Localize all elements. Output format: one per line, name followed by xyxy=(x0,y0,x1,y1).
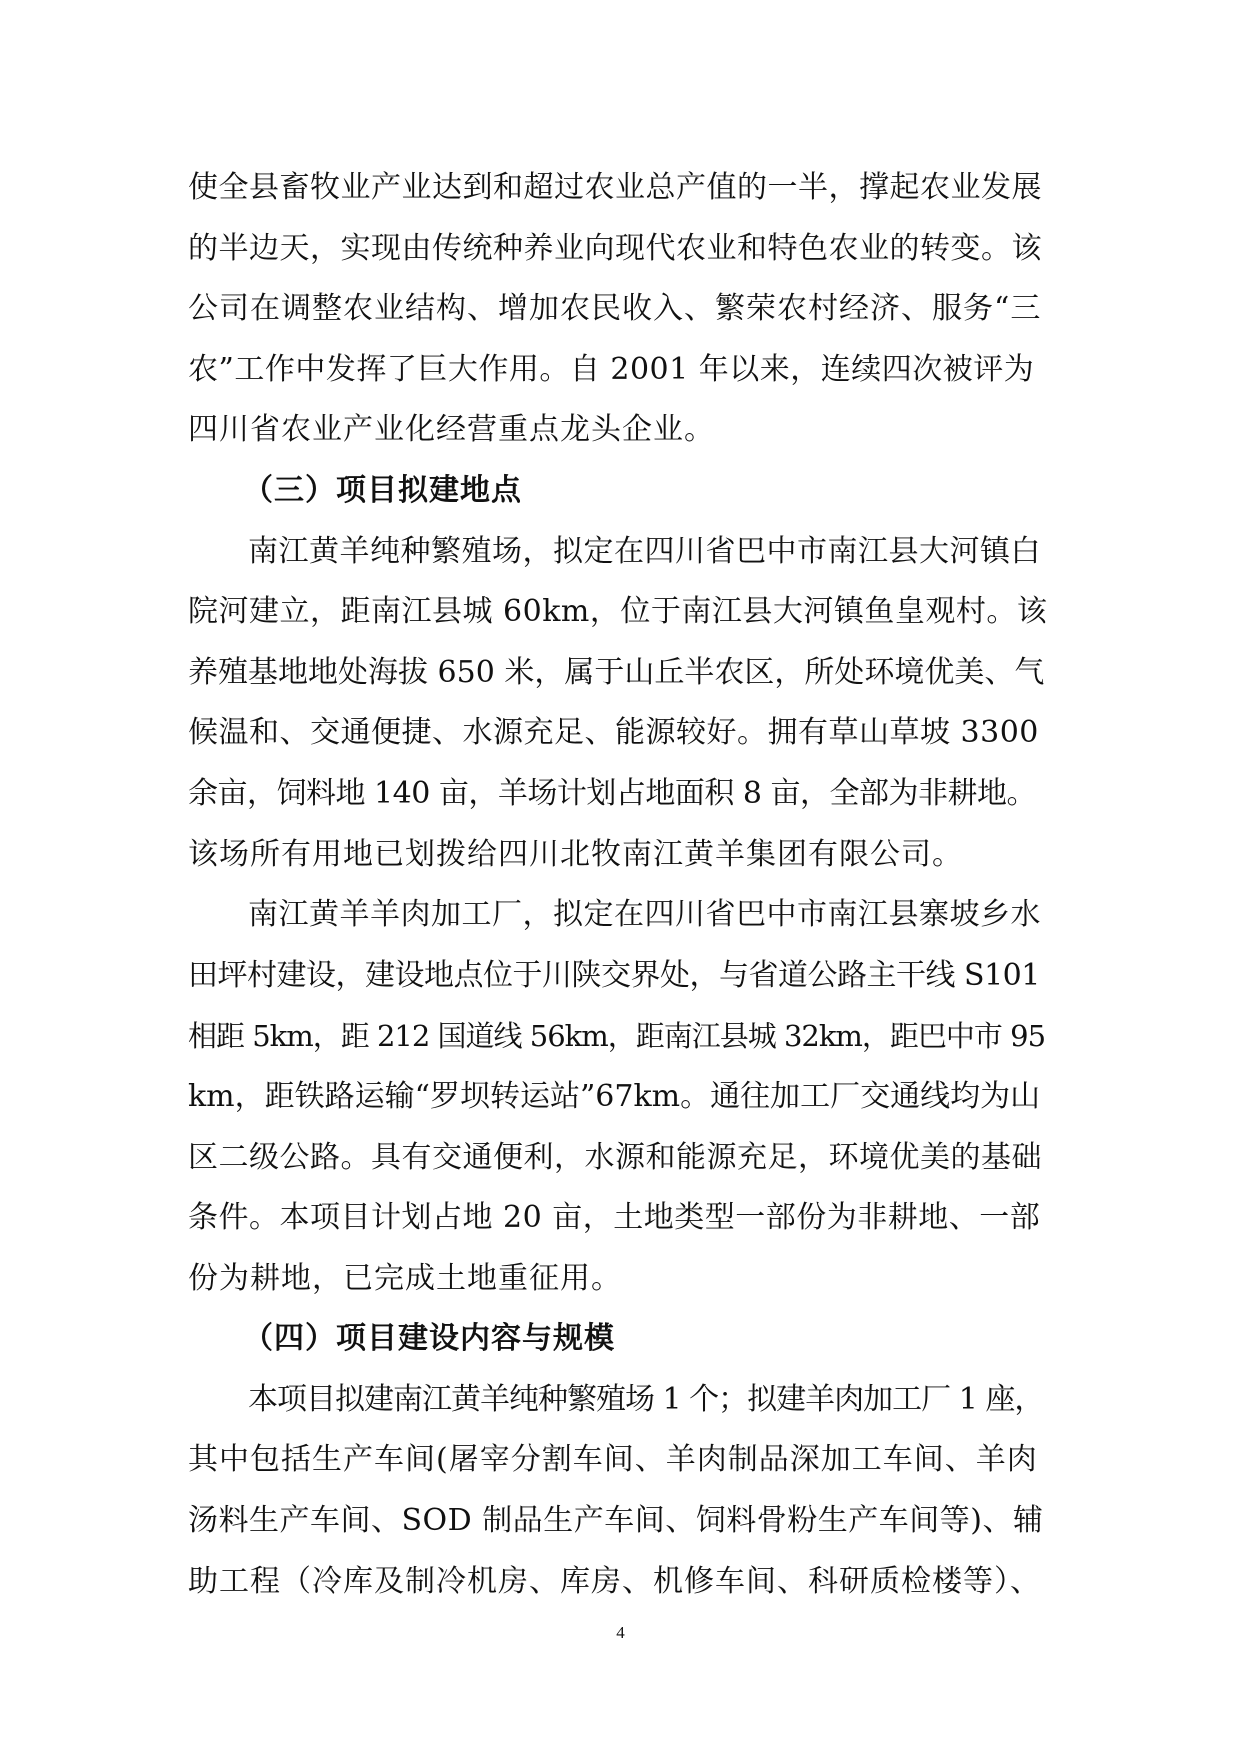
paragraph-line: 候温和、交通便捷、水源充足、能源较好。拥有草山草坡 3300 xyxy=(188,715,1039,751)
paragraph-line: 汤料生产车间、SOD 制品生产车间、饲料骨粉生产车间等)、辅 xyxy=(188,1503,1044,1539)
paragraph-line: 其中包括生产车间(屠宰分割车间、羊肉制品深加工车间、羊肉 xyxy=(188,1442,1038,1478)
paragraph-line: 相距 5km，距 212 国道线 56km，距南江县城 32km，距巴中市 95 xyxy=(188,1019,1046,1054)
paragraph-line: 区二级公路。具有交通便利，水源和能源充足，环境优美的基础 xyxy=(188,1139,1042,1175)
paragraph-line: 本项目拟建南江黄羊纯种繁殖场 1 个；拟建羊肉加工厂 1 座， xyxy=(248,1381,1044,1417)
paragraph-line: km，距铁路运输“罗坝转运站”67km。通往加工厂交通线均为山 xyxy=(188,1078,1041,1114)
body-text xyxy=(188,158,1048,1612)
section-heading: （三）项目拟建地点 xyxy=(243,472,522,508)
page-number: 4 xyxy=(616,1623,625,1642)
paragraph-line: 助工程（冷库及制冷机房、库房、机修车间、科研质检楼等）、 xyxy=(188,1563,1041,1599)
section-heading: （四）项目建设内容与规模 xyxy=(243,1321,615,1357)
paragraph-line: 余亩，饲料地 140 亩，羊场计划占地面积 8 亩，全部为非耕地。 xyxy=(188,775,1036,811)
paragraph-line: 的半边天，实现由传统种养业向现代农业和特色农业的转变。该 xyxy=(188,230,1042,266)
paragraph-line: 院河建立，距南江县城 60km，位于南江县大河镇鱼皇观村。该 xyxy=(188,594,1048,630)
paragraph-line: 公司在调整农业结构、增加农民收入、繁荣农村经济、服务“三 xyxy=(188,291,1042,327)
paragraph-line: 份为耕地，已完成土地重征用。 xyxy=(188,1260,622,1296)
paragraph-line: 该场所有用地已划拨给四川北牧南江黄羊集团有限公司。 xyxy=(188,836,963,872)
paragraph-line: 农”工作中发挥了巨大作用。自 2001 年以来，连续四次被评为 xyxy=(188,351,1035,387)
paragraph-line: 条件。本项目计划占地 20 亩，土地类型一部份为非耕地、一部 xyxy=(188,1200,1041,1236)
paragraph-line: 使全县畜牧业产业达到和超过农业总产值的一半，撑起农业发展 xyxy=(188,170,1042,205)
paragraph-line: 南江黄羊纯种繁殖场，拟定在四川省巴中市南江县大河镇白 xyxy=(248,533,1041,569)
paragraph-line: 南江黄羊羊肉加工厂，拟定在四川省巴中市南江县寨坡乡水 xyxy=(248,897,1041,933)
paragraph-line: 四川省农业产业化经营重点龙头企业。 xyxy=(188,412,715,448)
paragraph-line: 养殖基地地处海拔 650 米，属于山丘半农区，所处环境优美、气 xyxy=(188,654,1045,690)
paragraph-line: 田坪村建设，建设地点位于川陕交界处，与省道公路主干线 S101 xyxy=(188,957,1040,993)
